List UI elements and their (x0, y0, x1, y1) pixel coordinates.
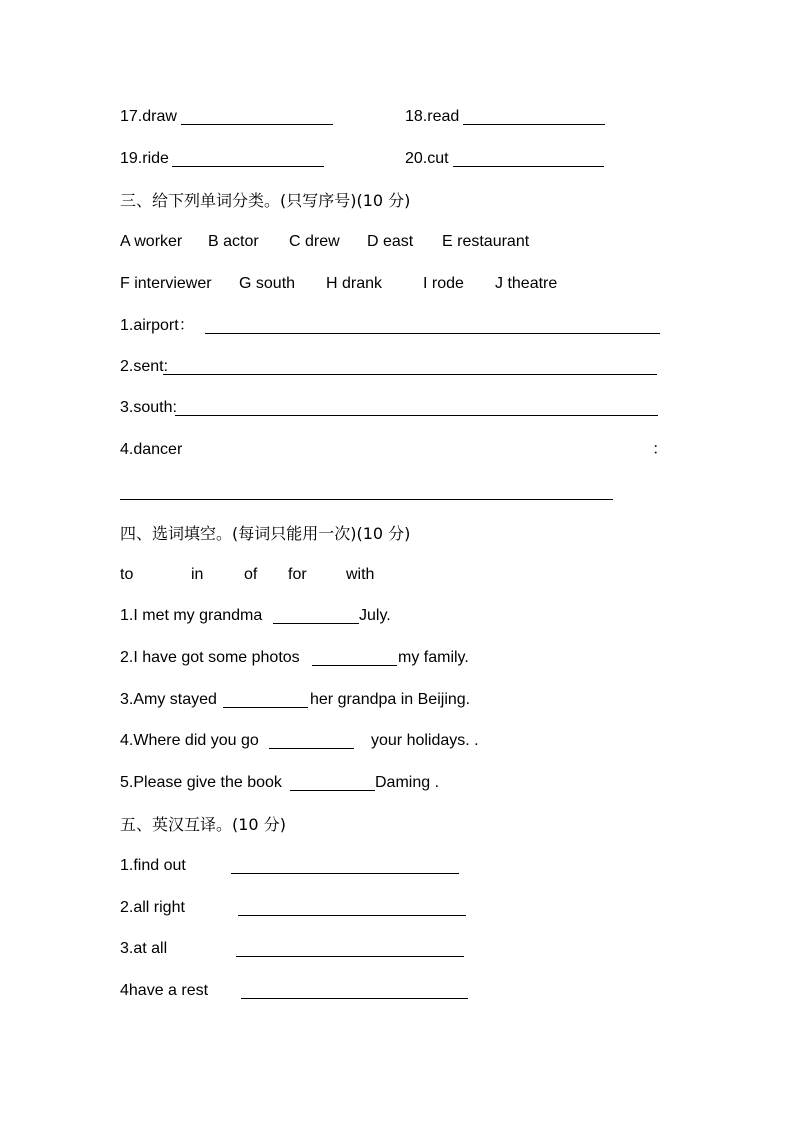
fill-sentence-1-end: July. (359, 607, 391, 624)
q18-answer-line[interactable] (463, 124, 605, 125)
translate-answer-line-3[interactable] (236, 956, 464, 957)
translate-answer-line-2[interactable] (238, 915, 466, 916)
classify-item-airport: 1.airport： (120, 317, 195, 334)
translate-answer-line-1[interactable] (231, 873, 459, 874)
option-g: G south (239, 275, 296, 292)
classify-item-sent: 2.sent: (120, 358, 169, 375)
q17-label: 17.draw (120, 108, 177, 125)
fill-blank-4[interactable] (269, 748, 354, 749)
section5-heading: 五、英汉互译。(10 分) (120, 815, 286, 834)
q17-answer-line[interactable] (181, 124, 333, 125)
classify-answer-line-1[interactable] (205, 333, 660, 334)
fill-sentence-2-end: my family. (398, 649, 469, 666)
q18-label: 18.read (405, 108, 460, 125)
fill-sentence-4-end: your holidays. . (371, 732, 479, 749)
fill-sentence-3-end: her grandpa in Beijing. (310, 691, 471, 708)
classify-answer-line-4[interactable] (120, 499, 613, 500)
fill-sentence-2-start: 2.I have got some photos (120, 649, 300, 666)
translate-item-1: 1.find out (120, 857, 186, 874)
fill-blank-3[interactable] (223, 707, 308, 708)
trailing-colon: ： (652, 441, 669, 458)
translate-item-2: 2.all right (120, 899, 185, 916)
word-bank-in: in (191, 566, 204, 583)
option-f: F interviewer (120, 275, 212, 292)
fill-sentence-4-start: 4.Where did you go (120, 732, 259, 749)
fill-sentence-3-start: 3.Amy stayed (120, 691, 217, 708)
option-i: I rode (423, 275, 464, 292)
classify-item-south: 3.south: (120, 399, 177, 416)
fill-blank-1[interactable] (273, 623, 359, 624)
option-a: A worker (120, 233, 183, 250)
section4-heading: 四、选词填空。(每词只能用一次)(10 分) (120, 524, 411, 543)
word-bank-for: for (288, 566, 307, 583)
translate-item-3: 3.at all (120, 940, 168, 957)
option-d: D east (367, 233, 414, 250)
word-bank-to: to (120, 566, 134, 583)
q20-label: 20.cut (405, 150, 449, 167)
section3-heading: 三、给下列单词分类。(只写序号)(10 分) (120, 191, 411, 210)
fill-blank-2[interactable] (312, 665, 397, 666)
q19-answer-line[interactable] (172, 166, 324, 167)
classify-answer-line-3[interactable] (175, 415, 658, 416)
translate-answer-line-4[interactable] (241, 998, 468, 999)
classify-answer-line-2[interactable] (163, 374, 657, 375)
q20-answer-line[interactable] (453, 166, 604, 167)
fill-sentence-5-start: 5.Please give the book (120, 774, 282, 791)
translate-item-4: 4have a rest (120, 982, 209, 999)
q19-label: 19.ride (120, 150, 169, 167)
word-bank-with: with (346, 566, 375, 583)
word-bank-of: of (244, 566, 258, 583)
fill-sentence-5-end: Daming . (375, 774, 440, 791)
fill-sentence-1-start: 1.I met my grandma (120, 607, 263, 624)
option-h: H drank (326, 275, 383, 292)
fill-blank-5[interactable] (290, 790, 375, 791)
option-b: B actor (208, 233, 259, 250)
option-c: C drew (289, 233, 340, 250)
option-j: J theatre (495, 275, 558, 292)
classify-item-dancer: 4.dancer (120, 441, 183, 458)
option-e: E restaurant (442, 233, 530, 250)
